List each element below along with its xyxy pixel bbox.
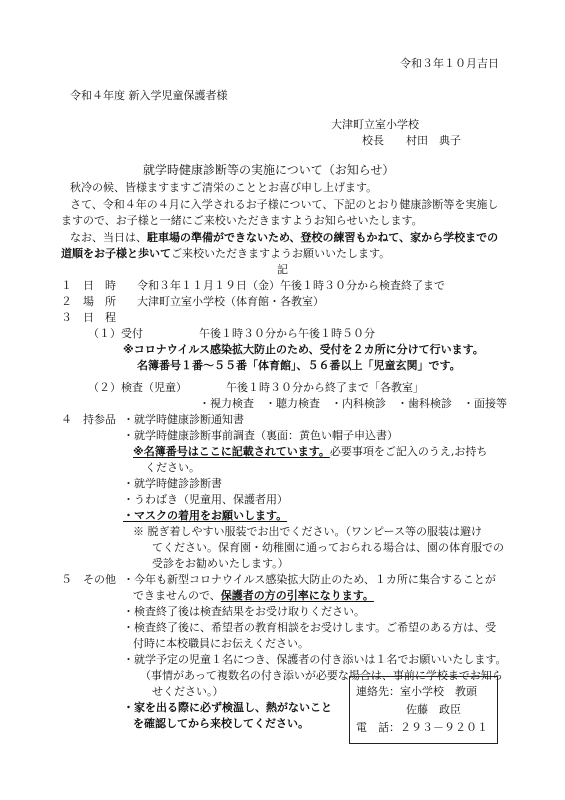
bring-line-8: ※ 脱ぎ着しやすい服装でお出でください。（ワンピース等の服装は避け [133,525,483,538]
other-line-10: を確認してから来校してください。 [133,717,309,730]
intro-line-4-emphasis: 駐車場の準備ができないため、登校の練習もかねて、家から学校までの [147,231,499,244]
item-place-label: ２ 場 所 [61,295,116,308]
intro-line-4-lead: なお、当日は、 [70,231,147,244]
bring-line-7: ・マスクの着用をお願いします。 [123,509,288,522]
item-other-label: ５ その他 [61,573,116,586]
intro-line-2: さて、令和４年の４月に入学されるお子様について、下記のとおり健康診断等を実施し [70,198,499,211]
ki-heading: 記 [277,263,288,276]
item-date-value: 令和３年１１月１９日（金）午後１時３０分から検査終了まで [137,279,445,292]
reception-label: （１）受付 [88,327,143,340]
bring-line-9: てください。保育園・幼稚園に通っておられる場合は、園の体育服での [152,541,504,554]
intro-line-5-rest: ご来校いただきますようお願いいたします。 [171,247,391,260]
document-date: 令和３年１０月吉日 [400,57,499,70]
intro-line-1: 秋冷の候、皆様ますますご清栄のこととお喜び申し上げます。 [70,181,378,194]
other-line-2-lead: できませんので、 [133,589,221,602]
contact-line-1: 連絡先：室小学校 教頭 [356,685,477,698]
item-place-value: 大津町立室小学校（体育館・各教室） [137,295,324,308]
intro-line-5-emphasis: 道順をお子様と歩いて [61,247,171,260]
other-line-9: ・家を出る際に必ず検温し、熱がないこと [123,701,332,714]
other-line-4: ・検査終了後に、希望者の教育相談をお受けします。ご希望のある方は、受 [123,621,497,634]
bring-line-5: ・就学時健診診断書 [123,477,222,490]
other-line-7: （事情があって複数名の付き添いが必要な場合は、事前に学校までお知ら [140,669,503,682]
other-line-2-emphasis: 保護者の方の引率になります。 [220,589,374,602]
item-bring-label: ４ 持参品 [61,413,116,426]
bring-line-6: ・うわばき（児童用、保護者用） [123,493,288,506]
bring-line-10: 受診をお勧めいたします。） [152,557,289,570]
intro-line-5 [61,247,390,261]
number-assignment-note: 名簿番号１番～５５番「体育館」、５６番以上「児童玄関」です。 [137,359,461,372]
other-line-6: ・就学予定の児童１名につき、保護者の付き添いは１名でお願いいたします。 [123,653,507,666]
addressee: 令和４年度 新入学児童保護者様 [70,89,228,102]
bring-line-3-rest: 必要事項をご記入のうえ,お持ち [329,445,488,458]
bring-line-2: ・就学時健康診断事前調査（裏面：黄色い帽子申込書） [123,429,398,442]
sender-principal: 校長 村田 典子 [362,134,461,147]
exam-list: ・視力検査 ・聴力検査 ・内科検診 ・歯科検診 ・面接等 [199,397,507,410]
exam-time: 午後１時３０分から終了まで「各教室」 [226,381,424,394]
bring-line-3-emphasis: ※名簿番号はここに記載されています。 [133,445,330,458]
contact-phone: 電 話：２９３－９２０１ [356,721,488,734]
bring-line-3 [133,445,487,459]
other-line-1: ・今年も新型コロナウイルス感染拡大防止のため、１カ所に集合することが [123,573,496,586]
bring-line-4: ください。 [145,461,200,474]
contact-box [349,676,498,744]
sender-school: 大津町立室小学校 [331,118,419,131]
covid-reception-note: ※コロナウイルス感染拡大防止のため、受付を２カ所に分けて行います。 [123,343,484,356]
intro-line-3: ますので、お子様と一緒にご来校いただきますようお知らせいたします。 [61,214,423,227]
other-line-8: せください。） [152,685,224,698]
item-schedule-label: ３ 日 程 [61,311,116,324]
page-title: 就学時健康診断等の実施について（お知らせ） [143,163,395,177]
item-date-label: １ 日 時 [61,279,116,292]
reception-time: 午後１時３０分から午後１時５０分 [199,327,375,340]
other-line-5: 付時に本校職員にお伝えください。 [133,637,309,650]
exam-label: （２）検査（児童） [88,381,187,394]
other-line-3: ・検査終了後は検査結果をお受け取りください。 [123,605,365,618]
other-line-2 [133,589,374,603]
contact-name: 佐藤 政臣 [406,703,461,716]
intro-line-4 [70,231,498,245]
bring-line-1: ・就学時健康診断通知書 [123,413,244,426]
